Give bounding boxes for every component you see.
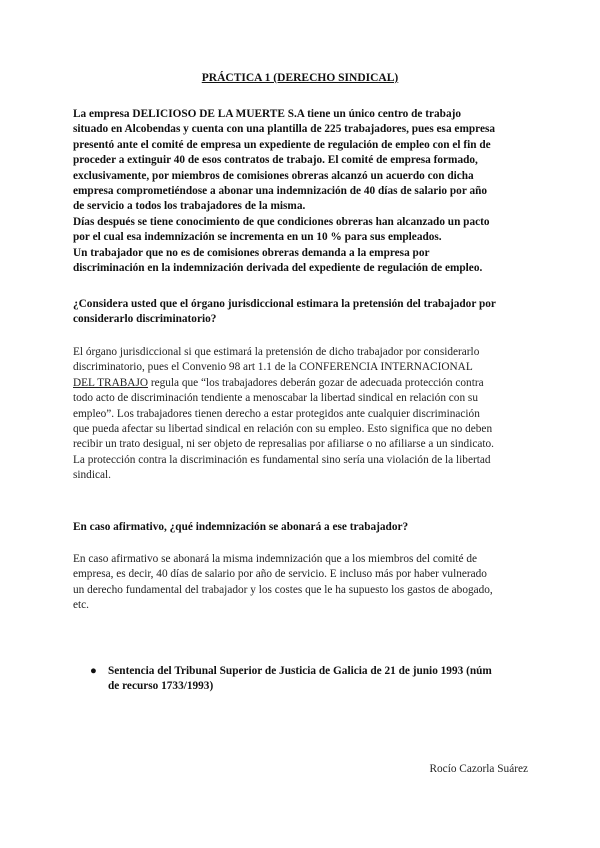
answer-text: regula que “los trabajadores deberán gozar de adecuada protección contra: [148, 376, 484, 389]
bullet-icon: ●: [90, 665, 97, 677]
statement-line: La empresa DELICIOSO DE LA MUERTE S.A tiene un único centro de trabajo: [73, 108, 462, 120]
statement-line: exclusivamente, por miembros de comisiones obreras alcanzó un acuerdo con dicha: [73, 169, 474, 182]
answer-line: En caso afirmativo se abonará la misma indemnización que a los miembros del comité de: [73, 553, 478, 565]
question-line: considerarlo discriminatorio?: [73, 313, 217, 326]
statement-line: empresa comprometiéndose a abonar una indemnización de 40 días de salario por año: [73, 185, 488, 198]
question-1: [73, 297, 533, 328]
answer-line: que pueda afectar su libertad sindical en relación con su empleo. Esto significa que no deben: [73, 423, 493, 436]
case-statement: [73, 107, 533, 276]
answer-line: etc.: [73, 599, 89, 612]
statement-line: proceder a extinguir 40 de esos contratos de trabajo. El comité de empresa formado,: [73, 154, 478, 167]
answer-line: discriminatorio, pues el Convenio 98 art 1.1 de la CONFERENCIA INTERNACIONAL: [73, 361, 473, 374]
author-signature: Rocío Cazorla Suárez: [429, 763, 528, 775]
answer-line: La protección contra la discriminación es fundamental sino sería una violación de la libertad: [73, 453, 491, 466]
answer-line: El órgano jurisdiccional si que estimará la pretensión de dicho trabajador por considerarlo: [73, 346, 480, 358]
reference-line: Sentencia del Tribunal Superior de Justicia de Galicia de 21 de junio 1993 (núm: [108, 665, 492, 677]
statement-line: de servicio a todos los trabajadores de la misma.: [73, 200, 306, 213]
statement-line: discriminación en la indemnización derivada del expediente de regulación de empleo.: [73, 262, 483, 275]
statement-line: situado en Alcobendas y cuenta con una plantilla de 225 trabajadores, pues esa empresa: [73, 123, 496, 136]
statement-line: presentó ante el comité de empresa un expediente de regulación de empleo con el fin de: [73, 138, 491, 151]
answer-line: un derecho fundamental del trabajador y los costes que le ha supuesto los gastos de abogado,: [73, 583, 493, 596]
answer-line: todo acto de discriminación tendiente a menoscabar la libertad sindical en relación con su: [73, 392, 478, 405]
underlined-text: DEL TRABAJO: [73, 376, 149, 389]
answer-2: [73, 552, 533, 614]
question-line: En caso afirmativo, ¿qué indemnización se abonará a ese trabajador?: [73, 521, 409, 533]
question-2: [73, 520, 533, 535]
answer-line: sindical.: [73, 469, 111, 482]
answer-line: empresa, es decir, 40 días de salario por año de servicio. E incluso más por haber vulnerado: [73, 568, 487, 581]
statement-line: por el cual esa indemnización se incrementa en un 10 % para sus empleados.: [73, 231, 442, 244]
answer-line: [73, 376, 533, 391]
document-title: PRÁCTICA 1 (DERECHO SINDICAL): [201, 72, 399, 84]
statement-line: Días después se tiene conocimiento de que condiciones obreras han alcanzado un pacto: [73, 215, 490, 228]
reference-line: de recurso 1733/1993): [108, 680, 214, 693]
answer-line: recibir un trato desigual, ni ser objeto de represalias por afiliarse o no afiliarse a un sindicato.: [73, 438, 494, 451]
answer-1: [73, 345, 533, 484]
statement-line: Un trabajador que no es de comisiones obreras demanda a la empresa por: [73, 246, 430, 259]
reference-list-item: [90, 664, 530, 695]
answer-line: empleo”. Los trabajadores tienen derecho a estar protegidos ante cualquier discriminación: [73, 407, 480, 420]
question-line: ¿Considera usted que el órgano jurisdiccional estimara la pretensión del trabajador por: [73, 298, 496, 310]
reference-text: [108, 664, 492, 695]
